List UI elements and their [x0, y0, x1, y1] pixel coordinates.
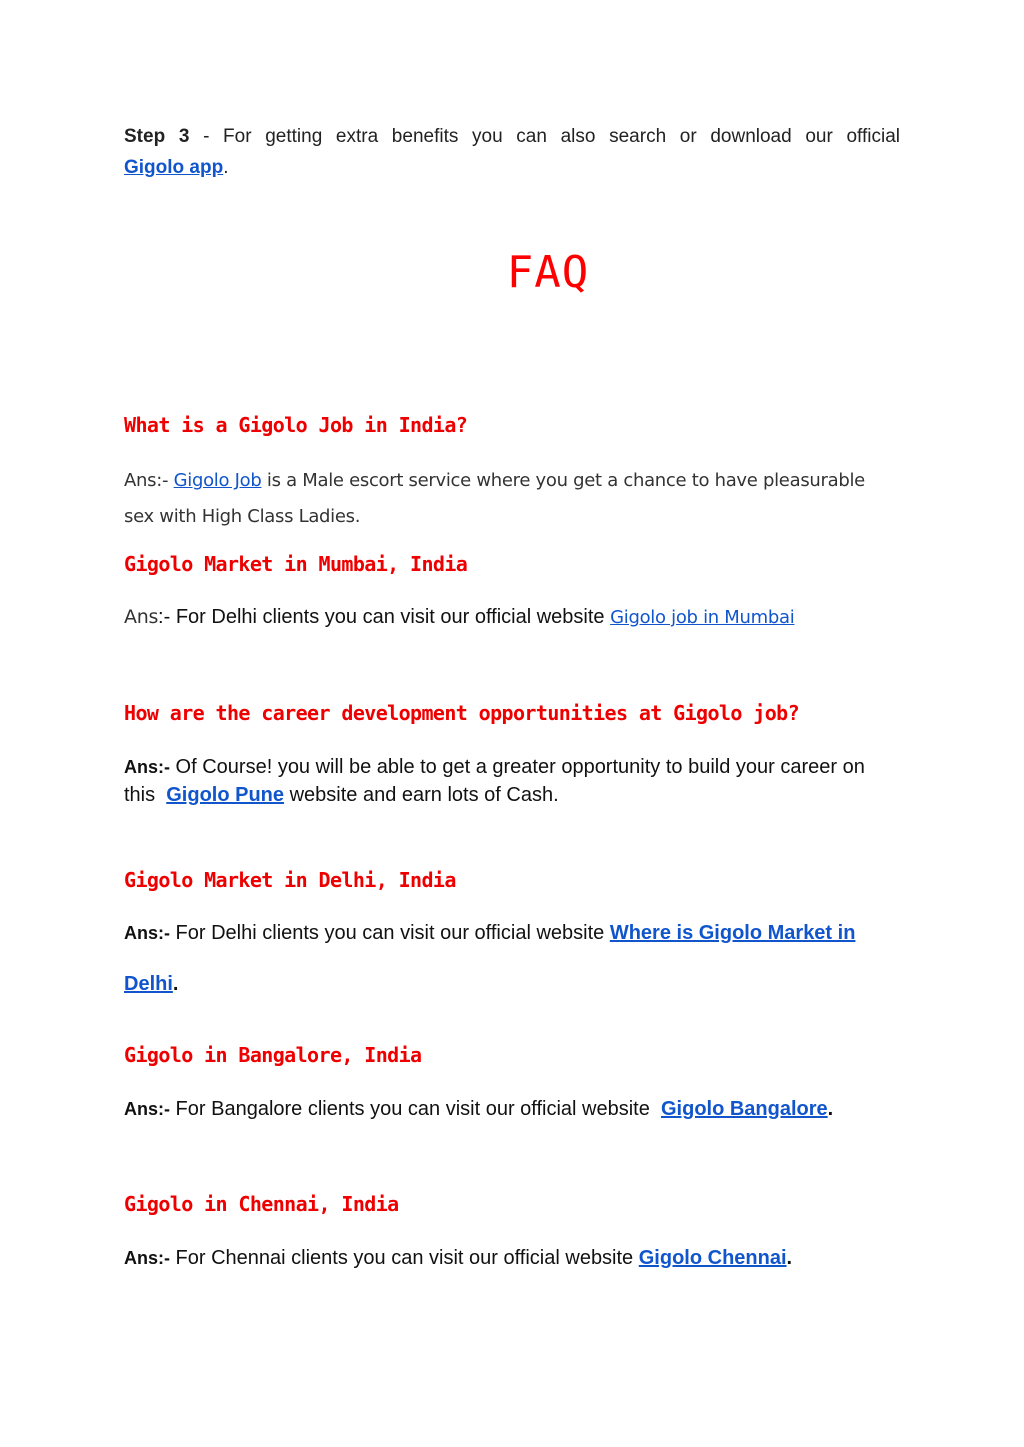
faq-answer-3: [124, 753, 914, 809]
faq-question-4: Gigolo Market in Delhi, India: [124, 868, 456, 892]
ans-label: Ans:-: [124, 757, 170, 777]
faq-question-1: What is a Gigolo Job in India?: [124, 413, 468, 437]
faq-answer-3-line-1: [124, 753, 914, 781]
ans-colon: :-: [158, 606, 176, 628]
step3-label: Step 3: [124, 126, 190, 147]
faq-answer-1-line-1: [124, 463, 900, 499]
delhi-market-link-cont[interactable]: Delhi: [124, 973, 173, 995]
faq-answer-5-text: For Bangalore clients you can visit our official website: [170, 1098, 661, 1120]
step3-line: [124, 122, 900, 152]
faq-question-3: How are the career development opportunities at Gigolo job?: [124, 701, 800, 725]
faq-answer-4-line-1: [124, 919, 900, 947]
gigolo-bangalore-link[interactable]: Gigolo Bangalore: [660, 1098, 828, 1120]
ans-label: Ans:-: [124, 1248, 170, 1268]
faq-answer-4-text: For Delhi clients you can visit our official website: [170, 922, 610, 944]
faq-question-5: Gigolo in Bangalore, India: [124, 1043, 422, 1067]
ans-label: Ans: [124, 606, 159, 628]
step3-tail: .: [223, 157, 229, 178]
faq-answer-4-tail: .: [172, 973, 179, 995]
faq-answer-6: [124, 1244, 900, 1272]
step3-text: - For getting extra benefits you can also search or download our official: [189, 126, 900, 147]
faq-title: FAQ: [506, 247, 590, 298]
gigolo-app-link[interactable]: Gigolo app: [124, 157, 224, 178]
step3-line-2: [124, 150, 900, 186]
ans-label: Ans:-: [124, 1099, 170, 1119]
faq-answer-6-tail: .: [786, 1247, 793, 1269]
faq-answer-3-pre: this: [124, 784, 167, 806]
faq-answer-1: [124, 463, 900, 535]
faq-answer-1-text: is a Male escort service where you get a chance to have pleasurable: [261, 470, 865, 491]
ans-label: Ans:-: [124, 470, 169, 491]
gigolo-chennai-link[interactable]: Gigolo Chennai: [638, 1247, 787, 1269]
ans-label: Ans:-: [124, 923, 170, 943]
faq-question-6: Gigolo in Chennai, India: [124, 1192, 399, 1216]
faq-answer-3-line-2: [124, 781, 914, 809]
faq-answer-4: [124, 919, 900, 998]
gigolo-job-link[interactable]: Gigolo Job: [173, 470, 262, 491]
faq-question-2: Gigolo Market in Mumbai, India: [124, 552, 468, 576]
faq-answer-3-text: Of Course! you will be able to get a greater opportunity to build your career on: [170, 756, 865, 778]
faq-answer-2-text: For Delhi clients you can visit our official website: [175, 606, 611, 628]
faq-answer-1-line-2: sex with High Class Ladies.: [124, 506, 361, 527]
faq-answer-2: [124, 603, 900, 632]
gigolo-pune-link[interactable]: Gigolo Pune: [166, 784, 285, 806]
gigolo-job-mumbai-link[interactable]: Gigolo job in Mumbai: [610, 607, 795, 628]
faq-answer-4-line-2: [124, 970, 900, 998]
faq-answer-3-post: website and earn lots of Cash.: [284, 784, 559, 806]
step3-paragraph: [124, 122, 900, 186]
delhi-market-link[interactable]: Where is Gigolo Market in: [609, 922, 856, 944]
faq-answer-5: [124, 1095, 900, 1123]
faq-answer-6-text: For Chennai clients you can visit our official website: [170, 1247, 639, 1269]
faq-answer-5-tail: .: [827, 1098, 834, 1120]
